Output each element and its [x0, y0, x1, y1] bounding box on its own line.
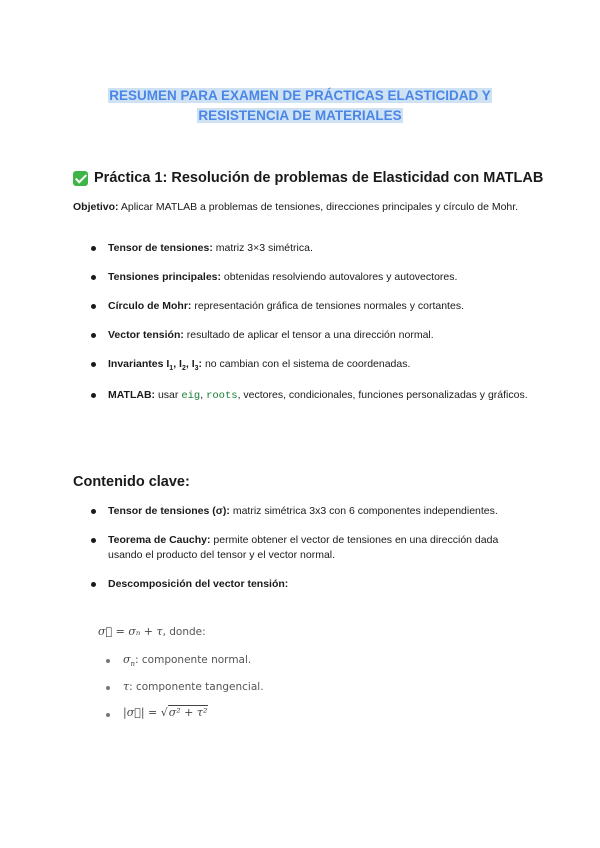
list-item: [73, 328, 533, 343]
math-bullet-icon: [106, 713, 110, 717]
item-text: representación gráfica de tensiones normales y cortantes.: [191, 300, 464, 312]
decomposition-equation: [98, 625, 206, 638]
normal-component-line: [123, 653, 251, 668]
item-text: obtenidas resolviendo autovalores y autovectores.: [221, 271, 458, 283]
title-line-1: RESUMEN PARA EXAMEN DE PRÁCTICAS ELASTICIDAD Y: [109, 88, 491, 103]
list-item: [73, 299, 533, 314]
invariant-sub-2: 2: [181, 365, 186, 373]
item-text: matriz 3×3 simétrica.: [212, 242, 313, 254]
item-text: no cambian con el sistema de coordenadas.: [202, 358, 411, 370]
item-label: Tensiones principales:: [108, 271, 222, 283]
check-mark-icon: [73, 171, 88, 186]
item-label: Teorema de Cauchy:: [108, 534, 211, 546]
document-title: [0, 86, 600, 126]
magnitude-radicand: σ² + τ²: [168, 706, 208, 719]
list-item: [73, 241, 533, 256]
item-text: permite obtener el vector de tensiones en una dirección dada usando el producto del tensor y el vector normal.: [108, 534, 499, 561]
invariant-sep-2: , I: [185, 358, 195, 370]
practice-heading: [73, 170, 543, 186]
code-eig: eig: [181, 390, 201, 402]
item-label: Descomposición del vector tensión:: [108, 578, 289, 590]
key-content-heading-text: Contenido clave:: [73, 474, 190, 490]
item-label: [108, 358, 203, 373]
item-label: Círculo de Mohr:: [108, 300, 192, 312]
normal-subscript: n: [130, 660, 136, 669]
magnitude-lhs: |σ⃗| =: [123, 706, 161, 719]
item-label: MATLAB:: [108, 389, 156, 401]
math-bullet-icon: [106, 659, 110, 663]
normal-component-text: : componente normal.: [135, 654, 252, 666]
code-roots: roots: [206, 390, 238, 402]
item-text: matriz simétrica 3x3 con 6 componentes independientes.: [229, 505, 498, 517]
tangential-symbol: τ: [123, 680, 130, 693]
objective-text: Aplicar MATLAB a problemas de tensiones, direcciones principales y círculo de Mohr.: [118, 201, 519, 213]
practice-heading-text: Práctica 1: Resolución de problemas de Elasticidad con MATLAB: [94, 170, 544, 186]
list-item: [73, 270, 533, 285]
invariant-sub-1: 1: [169, 365, 174, 373]
list-item: [73, 357, 533, 376]
magnitude-equation: [123, 706, 208, 719]
item-label: Vector tensión:: [108, 329, 184, 341]
list-item: [73, 388, 533, 404]
equation-suffix: , donde:: [162, 626, 206, 638]
sqrt-symbol: √σ² + τ²: [160, 706, 208, 719]
normal-symbol: σ: [123, 653, 131, 666]
list-item: [73, 504, 533, 519]
math-bullet-icon: [106, 686, 110, 690]
invariant-colon: :: [198, 358, 203, 370]
key-content-heading: [73, 474, 190, 490]
equation-main: σ⃗ = σₙ + τ: [98, 625, 163, 638]
invariant-sep-1: , I: [173, 358, 182, 370]
item-text: resultado de aplicar el tensor a una dirección normal.: [183, 329, 434, 341]
invariant-sub-3: 3: [194, 365, 199, 373]
item-text-a: usar: [155, 389, 182, 401]
list-item: [73, 533, 533, 563]
title-line-2: RESISTENCIA DE MATERIALES: [198, 108, 402, 123]
objective-paragraph: [73, 200, 533, 215]
tangential-component-line: [123, 680, 264, 693]
item-text-b: ,: [200, 389, 207, 401]
list-item: [73, 577, 533, 592]
objective-label: Objetivo:: [73, 201, 119, 213]
item-label: Tensor de tensiones:: [108, 242, 213, 254]
tangential-component-text: : componente tangencial.: [129, 681, 264, 693]
item-label: Tensor de tensiones (σ):: [108, 505, 230, 517]
item-text-c: , vectores, condicionales, funciones personalizadas y gráficos.: [237, 389, 528, 401]
invariant-label: Invariantes I: [108, 358, 170, 370]
